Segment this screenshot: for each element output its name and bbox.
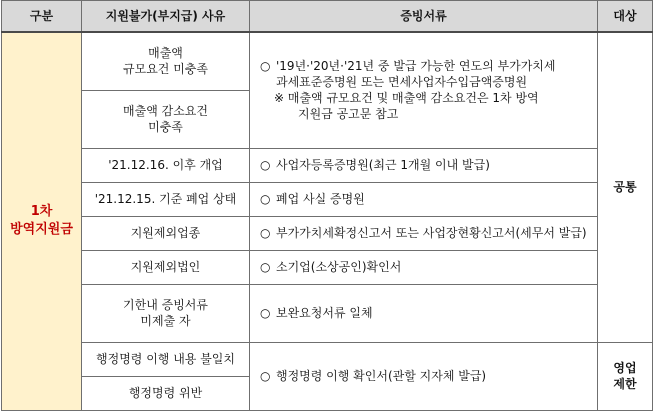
bullet-icon: ○: [260, 306, 271, 320]
reason-cell: 행정명령 위반: [82, 376, 250, 410]
target-common: 공통: [598, 32, 653, 342]
reason-cell: 행정명령 이행 내용 불일치: [82, 342, 250, 376]
header-category: 구분: [2, 1, 82, 33]
header-row: [2, 1, 653, 33]
table-row: [2, 32, 653, 90]
bullet-icon: ○: [260, 158, 271, 172]
bullet-icon: ○: [260, 59, 271, 74]
reason-cell: 기한내 증빙서류 미제출 자: [82, 284, 250, 342]
header-target: 대상: [598, 1, 653, 33]
bullet-icon: ○: [260, 226, 271, 240]
document-cell: ○ 보완요청서류 일체: [250, 284, 598, 342]
bullet-icon: ○: [260, 192, 271, 206]
table-row: [2, 216, 653, 250]
document-cell: ○ '19년·'20년·'21년 중 발급 가능한 연도의 부가가치세 과세표준증명원 또는 면세사업자수입금액증명원 ※ 매출액 규모요건 및 매출액 감소요건은 1차 방역 지원금 공고문 참고: [250, 32, 598, 148]
document-cell: ○ 폐업 사실 증명원: [250, 182, 598, 216]
table-row: [2, 182, 653, 216]
reason-cell: '21.12.16. 이후 개업: [82, 148, 250, 182]
document-cell: ○ 부가가치세확정신고서 또는 사업장현황신고서(세무서 발급): [250, 216, 598, 250]
table-row: [2, 342, 653, 376]
table-row: [2, 148, 653, 182]
table-row: [2, 250, 653, 284]
reason-cell: 매출액 규모요건 미충족: [82, 32, 250, 90]
table-row: [2, 284, 653, 342]
header-documents: 증빙서류: [250, 1, 598, 33]
support-exclusion-table: [1, 0, 653, 411]
reason-cell: '21.12.15. 기준 폐업 상태: [82, 182, 250, 216]
reason-cell: 지원제외법인: [82, 250, 250, 284]
document-cell: ○ 행정명령 이행 확인서(관할 지자체 발급): [250, 342, 598, 410]
document-cell: ○ 소기업(소상공인)확인서: [250, 250, 598, 284]
document-cell: ○ 사업자등록증명원(최근 1개월 이내 발급): [250, 148, 598, 182]
category-cell: 1차 방역지원금: [2, 32, 82, 410]
target-business-restriction: 영업 제한: [598, 342, 653, 410]
note-text: 지원금 공고문 참고: [298, 107, 399, 122]
reason-cell: 매출액 감소요건 미충족: [82, 90, 250, 148]
bullet-icon: ○: [260, 260, 271, 274]
reason-cell: 지원제외업종: [82, 216, 250, 250]
note-text: ※ 매출액 규모요건 및 매출액 감소요건은 1차 방역: [274, 91, 539, 106]
bullet-icon: ○: [260, 369, 271, 383]
header-reason: 지원불가(부지급) 사유: [82, 1, 250, 33]
